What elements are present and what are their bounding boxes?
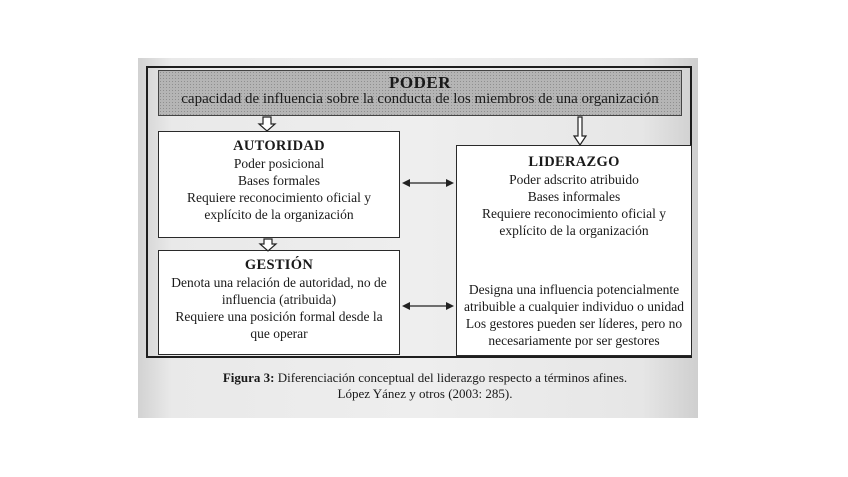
liderazgo-lower-line: atribuible a cualquier individuo o unidad: [463, 299, 685, 314]
liderazgo-title: LIDERAZGO: [528, 154, 620, 170]
down-arrow-icon: [574, 117, 586, 145]
autoridad-line: Poder posicional: [233, 156, 325, 171]
liderazgo-lower-line: Designa una influencia potencialmente: [468, 282, 680, 297]
gestion-title: GESTIÓN: [244, 257, 314, 273]
autoridad-line: Requiere reconocimiento oficial y: [186, 190, 372, 205]
gestion-line: Denota una relación de autoridad, no de: [171, 275, 387, 290]
liderazgo-line: Poder adscrito atribuido: [509, 172, 639, 187]
figure-caption: [190, 370, 660, 402]
autoridad-line: explícito de la organización: [204, 207, 354, 222]
autoridad-title: AUTORIDAD: [233, 138, 325, 154]
caption-line: [190, 370, 660, 386]
liderazgo-line: explícito de la organización: [499, 223, 649, 238]
caption-text: Diferenciación conceptual del liderazgo respecto a términos afines.: [274, 370, 628, 385]
gestion-line: Requiere una posición formal desde la: [175, 309, 383, 324]
liderazgo-lower-line: Los gestores pueden ser líderes, pero no: [465, 316, 683, 331]
caption-label: Figura 3:: [222, 370, 275, 385]
autoridad-line: Bases formales: [237, 173, 321, 188]
caption-source: López Yánez y otros (2003: 285).: [337, 386, 513, 401]
down-arrow-icon: [259, 117, 275, 131]
liderazgo-lower-line: necesariamente por ser gestores: [488, 333, 660, 348]
double-arrow-icon: [402, 302, 454, 310]
double-arrow-icon: [402, 179, 454, 187]
poder-subtitle: capacidad de influencia sobre la conducta de los miembros de una organización: [181, 91, 659, 107]
down-arrow-icon: [260, 239, 276, 251]
gestion-line: que operar: [250, 326, 308, 341]
poder-title: PODER: [389, 73, 451, 92]
gestion-line: influencia (atribuida): [221, 292, 337, 307]
liderazgo-line: Requiere reconocimiento oficial y: [481, 206, 667, 221]
liderazgo-line: Bases informales: [527, 189, 621, 204]
